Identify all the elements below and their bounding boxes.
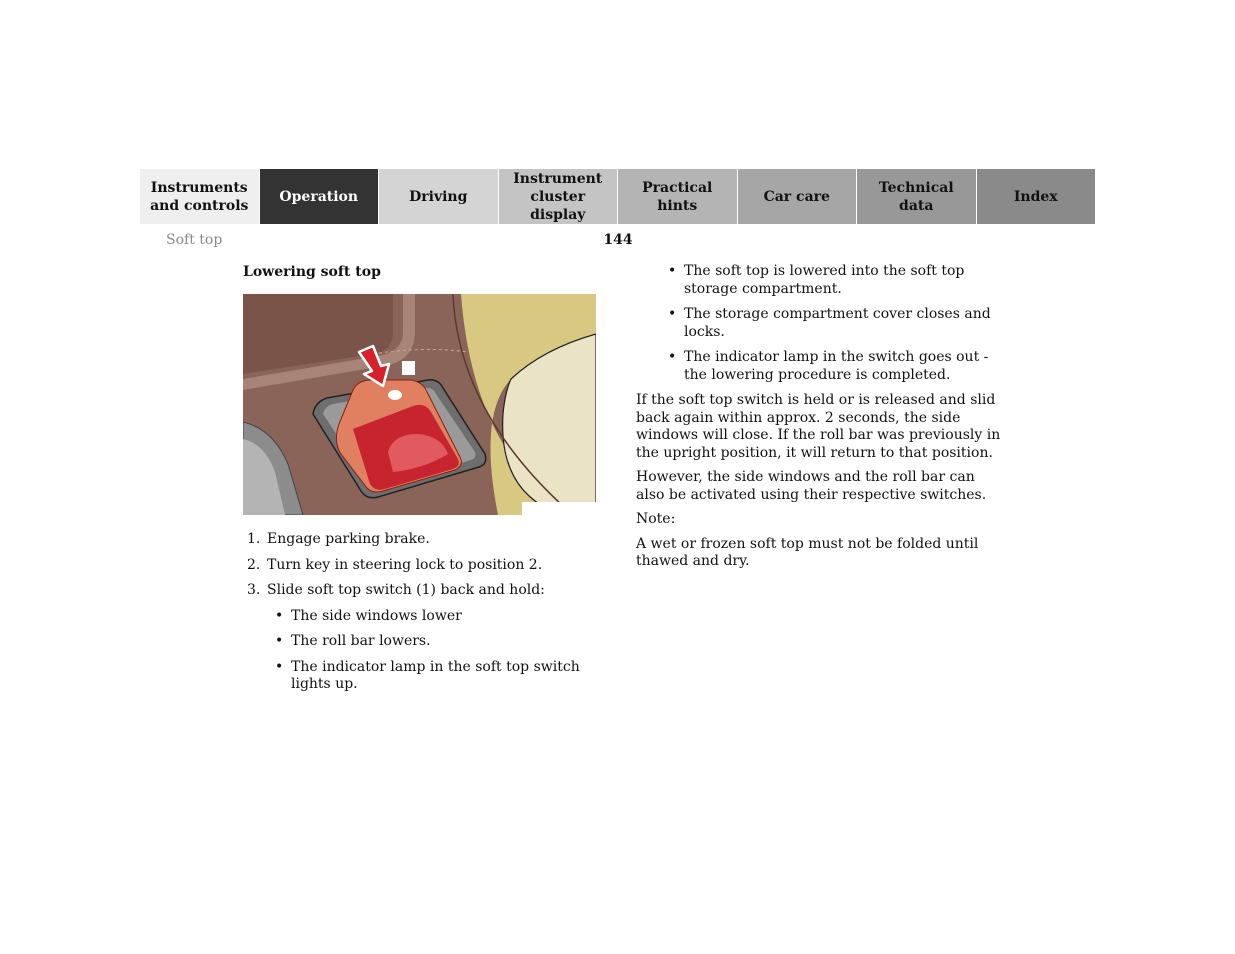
note-text: A wet or frozen soft top must not be folded until thawed and dry. [636, 535, 979, 569]
step-item: 2. Turn key in steering lock to position 2. [247, 556, 543, 573]
soft-top-switch-illustration [243, 294, 596, 515]
left-column [243, 531, 603, 702]
step-item: 1. Engage parking brake. [247, 531, 430, 547]
bullet-item: • The side windows lower [275, 607, 462, 624]
section-title: Soft top [166, 232, 223, 248]
paragraph: If the soft top switch is held or is released and slid back again within approx. 2 seconds, the side windows will close. If the roll bar was previously in the upright position, it will return to that position. [636, 392, 1001, 461]
tab-instruments-and-controls[interactable]: Instruments and controls [140, 169, 259, 224]
chapter-navigation [140, 169, 1095, 224]
bullet-item: • The soft top is lowered into the soft top storage compartment. [668, 263, 965, 297]
right-column [636, 263, 1006, 578]
bullet-item: • The indicator lamp in the soft top switch lights up. [275, 658, 580, 692]
step-item: 3. Slide soft top switch (1) back and hold: • The side windows lower • The roll bar lowers. • The indicator lamp in the soft top switch lights up. [243, 582, 603, 694]
page-heading: Lowering soft top [243, 264, 381, 280]
bullet-item: • The storage compartment cover closes and locks. [668, 306, 991, 340]
bullet-item: • The indicator lamp in the switch goes out - the lowering procedure is completed. [668, 349, 989, 383]
tab-technical-data[interactable]: Technical data [857, 169, 976, 224]
tab-index[interactable]: Index [977, 169, 1096, 224]
step3-bullets [267, 608, 603, 694]
tab-instrument-cluster-display[interactable]: Instrument cluster display [499, 169, 618, 224]
tab-car-care[interactable]: Car care [738, 169, 857, 224]
tab-practical-hints[interactable]: Practical hints [618, 169, 737, 224]
paragraph: However, the side windows and the roll bar can also be activated using their respective switches. [636, 469, 987, 503]
note-label: Note: [636, 511, 676, 527]
steps-list [243, 531, 603, 694]
result-bullets [636, 263, 1006, 384]
page-number: 144 [603, 232, 633, 248]
tab-driving[interactable]: Driving [379, 169, 498, 224]
tab-operation[interactable]: Operation [260, 169, 379, 224]
bullet-item: • The roll bar lowers. [275, 633, 431, 649]
